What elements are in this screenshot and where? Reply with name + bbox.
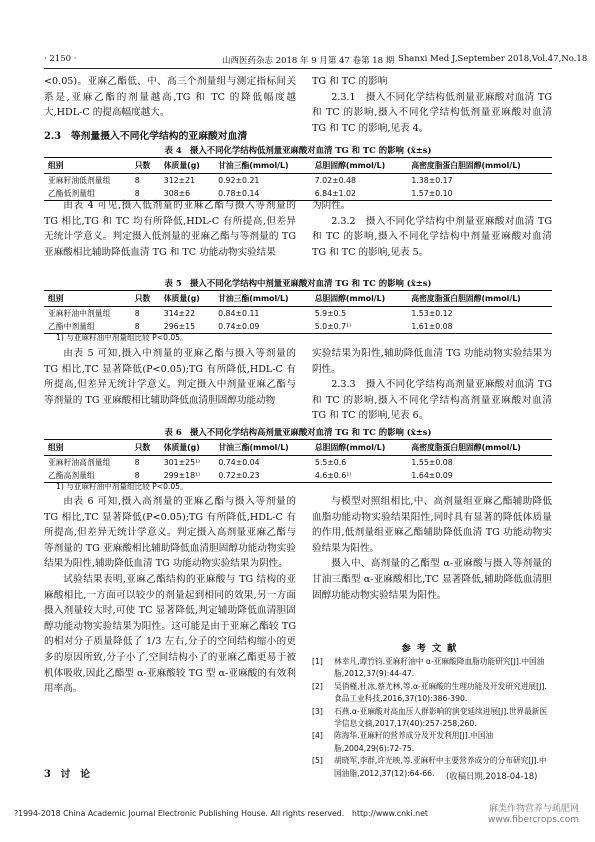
cell: 8 [131, 187, 160, 201]
cell: 乙酯中剂量组 [44, 320, 131, 334]
cell: 6.84±1.02 [311, 187, 408, 201]
table-4-caption: 表 4 摄入不同化学结构低剂量亚麻酸对血清 TG 和 TC 的影响 (x̄±s) [164, 145, 432, 155]
paragraph: 2.3.3 摄入不同化学结构高剂量亚麻酸对血清 TG 和 TC 的影响,摄入不同化学结构高剂量亚麻酸对血清 TG 和 TC 的影响,见表 6。 [312, 379, 552, 422]
col-header: 体质量(g) [160, 158, 214, 174]
cell: 8 [134, 309, 140, 318]
mid1-right-text [312, 198, 552, 260]
table-5-note: 1) 与亚麻籽油中剂量组比较 P<0.05。 [56, 333, 188, 342]
reference-number: [5] [312, 756, 323, 766]
bottom-right-text [312, 494, 552, 603]
cell: 7.02±0.48 [314, 176, 356, 185]
cell: 1.38±0.17 [411, 176, 453, 185]
reference-item [312, 706, 552, 731]
cell: 乙酯高剂量组 [44, 469, 131, 483]
cell: 301±25¹⁾ [163, 458, 201, 467]
cell: 314±22 [163, 309, 196, 318]
col-header: 高密度脂蛋白胆固醇(mmol/L) [407, 291, 552, 307]
table-5 [44, 290, 552, 334]
cell: 1.57±0.10 [407, 187, 552, 201]
section-2-3-heading: 2.3 等剂量摄入不同化学结构的亚麻酸对血清 [44, 131, 248, 142]
col-header: 高密度脂蛋白胆固醇(mmol/L) [407, 440, 552, 456]
cell: 亚麻籽油低剂量组 [48, 176, 111, 185]
cell: 0.92±0.21 [218, 176, 260, 185]
cell: 亚麻籽油高剂量组 [48, 458, 111, 467]
table-4 [44, 157, 552, 201]
cell: 1.53±0.12 [411, 309, 453, 318]
cell: 296±15 [160, 320, 214, 334]
left-top-text [44, 74, 296, 121]
cell: 5.9±0.5 [314, 309, 347, 318]
reference-item [312, 730, 552, 755]
copyright-footer: ?1994-2018 China Academic Journal Electronic Publishing House. All rights reserved. http://www.cnki.net [14, 809, 428, 818]
page-number: · 2150 · [44, 54, 77, 64]
cell: 1.61±0.08 [407, 320, 552, 334]
cell: 4.6±0.6¹⁾ [311, 469, 408, 483]
reference-list [312, 656, 552, 780]
reference-text: 陈海华.亚麻籽的营养成分及开发利用[J].中国油脂,2004,29(6):72-75. [334, 731, 494, 753]
bottom-left-text [44, 494, 296, 697]
table-row [44, 174, 552, 188]
cell: 1.64±0.09 [407, 469, 552, 483]
col-header: 甘油三酯(mmol/L) [214, 440, 311, 456]
paragraph: 为阴性。 [312, 200, 351, 211]
reference-number: [4] [312, 731, 323, 741]
paragraph: 2.3.1 摄入不同化学结构低剂量亚麻酸对血清 TG 和 TC 的影响,摄入不同化学结构低剂量亚麻酸对血清 TG 和 TC 的影响,见表 4。 [312, 91, 552, 134]
reference-text: 胡晓军,李群,许光映,等.亚麻籽中主要营养成分的分布研究[J].中国油脂,2012,37(12):64-66. [334, 756, 547, 778]
cell: 0.72±0.23 [214, 469, 311, 483]
right-top-text [312, 74, 552, 136]
table-6 [44, 439, 552, 483]
cell: 5.5±0.6 [314, 458, 347, 467]
paragraph: 实验结果为阳性,辅助降低血清 TG 功能动物实验结果为阴性。 [312, 348, 552, 375]
reference-number: [3] [312, 706, 323, 716]
mid1-left-text [44, 198, 296, 260]
reference-item [312, 656, 552, 681]
cell: 0.78±0.14 [214, 187, 311, 201]
col-header: 甘油三酯(mmol/L) [214, 158, 311, 174]
paragraph: 由表 6 可知,摄入高剂量的亚麻乙酯与摄入等剂量的 TG 相比,TC 显著降低(P<0.05);TG 有所降低,HDL-C 有所提高,但差异无统计学意义。判定摄入高剂量亚麻乙酯与等剂量的 TG 亚麻酸相比辅助降低血清胆固醇功能动物实验结果为阳性,辅助降低血清 TG 功能动物实验结果为阴性。 [44, 496, 296, 570]
col-header: 体质量(g) [160, 440, 215, 456]
cell: 1.55±0.08 [411, 458, 453, 467]
col-header: 只数 [131, 291, 160, 307]
reference-item [312, 681, 552, 706]
cell: 8 [131, 469, 160, 483]
col-header: 只数 [131, 158, 160, 174]
table-row [44, 307, 552, 321]
paragraph: 与模型对照组相比,中、高剂量组亚麻乙酯辅助降低血脂功能动物实验结果阳性,同时具有显著的降低体质量的作用,低剂量组亚麻乙酯辅助降低血清 TG 功能动物实验结果为阳性。 [312, 496, 552, 554]
reference-text: 吴俏槿,杜冰,蔡尤林,等.α-亚麻酸的生理功能及开发研究进展[J].食品工业科技,2016,37(10):386-390. [334, 681, 547, 704]
cell: 5.0±0.7¹⁾ [311, 320, 408, 334]
paragraph: 2.3.2 摄入不同化学结构中剂量亚麻酸对血清 TG 和 TC 的影响,摄入不同化学结构中剂量亚麻酸对血清 TG 和 TC 的影响,见表 5。 [312, 215, 552, 258]
cell: 0.74±0.04 [218, 458, 260, 467]
cell: 8 [131, 320, 160, 334]
col-header: 总胆固醇(mmol/L) [311, 440, 408, 456]
col-header: 组别 [44, 291, 131, 307]
cell: 308±6 [160, 187, 214, 201]
mid2-left-text [44, 346, 296, 408]
table-5-caption: 表 5 摄入不同化学结构中剂量亚麻酸对血清 TG 和 TC 的影响 (x̄±s) [164, 278, 432, 288]
cell: 299±18¹⁾ [160, 469, 215, 483]
col-header: 高密度脂蛋白胆固醇(mmol/L) [407, 158, 552, 174]
mid2-right-text [312, 346, 552, 424]
journal-title-en: Shanxi Med J,September 2018,Vol.47,No.18 [398, 54, 588, 64]
references-heading: 参考文献 [401, 643, 463, 654]
paragraph: 摄入中、高剂量的乙酯型 α-亚麻酸与摄入等剂量的甘油三酯型 α-亚麻酸相比,TC 显著降低,辅助降低血清胆固醇功能动物实验结果为阳性。 [312, 558, 552, 601]
section-3-heading: 3 讨 论 [44, 769, 91, 780]
cell: 8 [134, 176, 140, 185]
paragraph: <0.05)。亚麻乙酯低、中、高三个剂量组与测定指标间关系是,亚麻乙酯的剂量越高,TG 和 TC 的降低幅度越大,HDL-C 的提高幅度越大。 [44, 76, 296, 119]
paragraph: TG 和 TC 的影响 [312, 76, 388, 87]
cell: 8 [134, 458, 140, 467]
col-header: 只数 [131, 440, 160, 456]
reference-number: [1] [312, 657, 323, 666]
paragraph: 试验结果表明,亚麻乙酯结构的亚麻酸与 TG 结构的亚麻酸相比,一方面可以较少的剂量起到相同的效果,另一方面摄入剂量较大时,可使 TC 显著降低,判定辅助降低血清胆固醇功能动物实验结果为阳性。这可能是由于亚麻乙酯较 TG 的相对分子质量降低了 1/3 左右,分子的空间结构缩小的更多的原因所致,分子小了,空间结构小了的亚麻乙酯更易于被机体吸收,因此乙酯型 α-亚麻酸较 TG 型 α-亚麻酸的有效利用率高。 [44, 573, 296, 695]
paragraph: 由表 5 可知,摄入中剂量的亚麻乙酯与摄入等剂量的 TG 相比,TC 显著降低(P<0.05);TG 有所降低,HDL-C 有所提高,但差异无统计学意义。判定摄入中剂量亚麻乙酯与等剂量的 TG 亚麻酸相比辅助降低血清胆固醇功能动物 [44, 348, 296, 406]
journal-title-cn: 山西医药杂志 2018 年 9 月第 47 卷第 18 期 [222, 56, 395, 66]
header-rule [44, 68, 552, 69]
cell: 亚麻籽油中剂量组 [48, 309, 111, 318]
col-header: 组别 [44, 158, 131, 174]
reference-number: [2] [312, 681, 323, 691]
cell: 乙酯低剂量组 [44, 187, 131, 201]
watermark-logo: 麻类作物营养与疏肥网 www.fibercrops.com [488, 804, 579, 825]
col-header: 甘油三酯(mmol/L) [214, 291, 311, 307]
col-header: 组别 [44, 440, 131, 456]
table-6-note: 1) 与亚麻籽油中剂量组比较 P<0.05。 [56, 482, 188, 491]
table-6-caption: 表 6 摄入不同化学结构高剂量亚麻酸对血清 TG 和 TC 的影响 (x̄±s) [164, 427, 432, 437]
cell: 312±21 [163, 176, 196, 185]
paragraph: 由表 4 可见,摄入低剂量的亚麻乙酯与摄入等剂量的 TG 相比,TG 和 TC 均有所降低,HDL-C 有所提高,但差异无统计学意义。判定摄入低剂量的亚麻乙酯与等剂量的 TG 亚麻酸相比辅助降低血清 TG 和 TC 功能动物实验结果 [44, 200, 296, 258]
received-date: (收稿日期,2018-04-18) [446, 771, 538, 781]
cell: 0.74±0.09 [214, 320, 311, 334]
col-header: 总胆固醇(mmol/L) [311, 158, 408, 174]
cell: 0.84±0.11 [218, 309, 260, 318]
col-header: 体质量(g) [160, 291, 214, 307]
table-row [44, 456, 552, 470]
reference-text: 石燕.α-亚麻酸对高血压人群影响的演变延续进展[J].世界最新医学信息文摘,2017,17(40):257-258,260. [334, 706, 548, 729]
reference-text: 林幸凡,谭竹钧.亚麻籽油中 α-亚麻酸降血脂功能研究[J].中国油脂,2012,37(9):44-47. [334, 657, 545, 679]
col-header: 总胆固醇(mmol/L) [311, 291, 408, 307]
